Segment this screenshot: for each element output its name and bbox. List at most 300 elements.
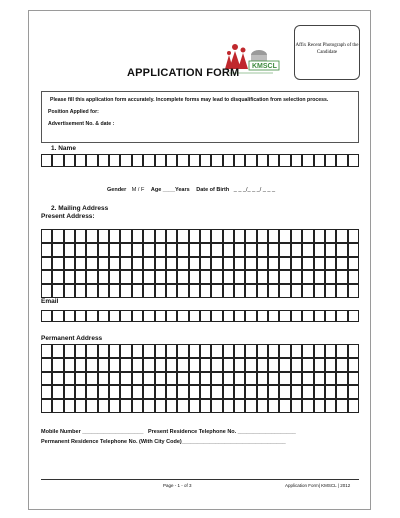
character-box[interactable] [120, 243, 131, 257]
character-box[interactable] [279, 257, 290, 271]
character-box[interactable] [64, 358, 75, 372]
character-box[interactable] [98, 358, 109, 372]
character-box[interactable] [268, 270, 279, 284]
character-box[interactable] [177, 154, 188, 167]
character-box[interactable] [234, 257, 245, 271]
character-box[interactable] [75, 385, 86, 399]
character-box[interactable] [189, 372, 200, 386]
character-box[interactable] [189, 310, 200, 322]
character-box[interactable] [86, 284, 97, 298]
character-box[interactable] [234, 229, 245, 243]
character-box[interactable] [41, 310, 52, 322]
character-box[interactable] [223, 385, 234, 399]
character-box[interactable] [86, 243, 97, 257]
character-box[interactable] [177, 358, 188, 372]
character-box[interactable] [211, 310, 222, 322]
character-box[interactable] [41, 385, 52, 399]
character-box[interactable] [41, 154, 52, 167]
character-box[interactable] [166, 243, 177, 257]
character-box[interactable] [302, 243, 313, 257]
character-box[interactable] [325, 372, 336, 386]
character-box[interactable] [75, 229, 86, 243]
character-box[interactable] [325, 284, 336, 298]
character-box[interactable] [223, 257, 234, 271]
character-box[interactable] [336, 385, 347, 399]
character-box[interactable] [189, 257, 200, 271]
character-box[interactable] [348, 229, 359, 243]
character-box[interactable] [177, 385, 188, 399]
character-box[interactable] [155, 154, 166, 167]
character-box[interactable] [166, 399, 177, 413]
character-box[interactable] [155, 344, 166, 358]
character-box[interactable] [348, 344, 359, 358]
character-box[interactable] [109, 154, 120, 167]
character-box[interactable] [155, 358, 166, 372]
character-box[interactable] [52, 399, 63, 413]
character-box[interactable] [177, 243, 188, 257]
character-box[interactable] [325, 154, 336, 167]
character-box[interactable] [52, 372, 63, 386]
character-box[interactable] [314, 310, 325, 322]
character-box[interactable] [52, 229, 63, 243]
character-box[interactable] [234, 372, 245, 386]
character-box[interactable] [98, 310, 109, 322]
character-box[interactable] [86, 344, 97, 358]
character-box[interactable] [155, 310, 166, 322]
character-box[interactable] [132, 358, 143, 372]
character-box[interactable] [211, 229, 222, 243]
character-box[interactable] [177, 270, 188, 284]
character-box[interactable] [291, 154, 302, 167]
character-box[interactable] [279, 399, 290, 413]
character-box[interactable] [325, 399, 336, 413]
character-box[interactable] [268, 372, 279, 386]
character-box[interactable] [64, 310, 75, 322]
character-box[interactable] [291, 229, 302, 243]
character-box[interactable] [291, 270, 302, 284]
character-box[interactable] [211, 154, 222, 167]
character-box[interactable] [257, 154, 268, 167]
character-box[interactable] [211, 358, 222, 372]
advertisement-field[interactable]: Advertisement No. & date : [48, 121, 115, 127]
character-box[interactable] [86, 310, 97, 322]
character-box[interactable] [325, 385, 336, 399]
character-box[interactable] [223, 372, 234, 386]
character-box[interactable] [177, 310, 188, 322]
character-box[interactable] [268, 385, 279, 399]
character-box[interactable] [245, 372, 256, 386]
character-box[interactable] [234, 243, 245, 257]
character-box[interactable] [86, 372, 97, 386]
character-box[interactable] [41, 257, 52, 271]
character-box[interactable] [75, 257, 86, 271]
character-box[interactable] [234, 284, 245, 298]
character-box[interactable] [211, 284, 222, 298]
character-box[interactable] [109, 310, 120, 322]
character-box[interactable] [268, 310, 279, 322]
character-box[interactable] [279, 358, 290, 372]
character-box[interactable] [75, 243, 86, 257]
character-box[interactable] [211, 270, 222, 284]
character-box[interactable] [98, 344, 109, 358]
character-box[interactable] [200, 399, 211, 413]
character-box[interactable] [86, 154, 97, 167]
character-box[interactable] [75, 154, 86, 167]
character-box[interactable] [41, 399, 52, 413]
character-box[interactable] [155, 385, 166, 399]
character-box[interactable] [348, 284, 359, 298]
character-box[interactable] [223, 399, 234, 413]
character-box[interactable] [98, 372, 109, 386]
character-box[interactable] [257, 284, 268, 298]
character-box[interactable] [177, 257, 188, 271]
character-box[interactable] [200, 154, 211, 167]
character-box[interactable] [314, 243, 325, 257]
character-box[interactable] [336, 284, 347, 298]
character-box[interactable] [109, 358, 120, 372]
character-box[interactable] [177, 399, 188, 413]
character-box[interactable] [177, 284, 188, 298]
character-box[interactable] [52, 270, 63, 284]
character-box[interactable] [245, 399, 256, 413]
character-box[interactable] [302, 385, 313, 399]
character-box[interactable] [52, 257, 63, 271]
character-box[interactable] [211, 399, 222, 413]
character-box[interactable] [98, 229, 109, 243]
character-box[interactable] [98, 270, 109, 284]
character-box[interactable] [234, 385, 245, 399]
character-box[interactable] [86, 399, 97, 413]
character-box[interactable] [98, 243, 109, 257]
character-box[interactable] [336, 243, 347, 257]
character-box[interactable] [314, 358, 325, 372]
character-box[interactable] [64, 372, 75, 386]
character-box[interactable] [109, 257, 120, 271]
character-box[interactable] [302, 344, 313, 358]
character-box[interactable] [189, 270, 200, 284]
character-box[interactable] [120, 399, 131, 413]
character-box[interactable] [314, 372, 325, 386]
character-box[interactable] [268, 344, 279, 358]
character-box[interactable] [234, 270, 245, 284]
character-box[interactable] [336, 344, 347, 358]
character-box[interactable] [200, 372, 211, 386]
character-box[interactable] [291, 284, 302, 298]
character-box[interactable] [41, 229, 52, 243]
character-box[interactable] [109, 344, 120, 358]
character-box[interactable] [143, 385, 154, 399]
character-box[interactable] [336, 310, 347, 322]
character-box[interactable] [314, 154, 325, 167]
character-box[interactable] [211, 344, 222, 358]
present-phone-field[interactable]: Present Residence Telephone No. ___________________ [147, 429, 296, 435]
character-box[interactable] [211, 257, 222, 271]
character-box[interactable] [245, 229, 256, 243]
character-box[interactable] [132, 310, 143, 322]
character-box[interactable] [109, 399, 120, 413]
character-box[interactable] [189, 243, 200, 257]
character-box[interactable] [143, 270, 154, 284]
character-box[interactable] [234, 154, 245, 167]
character-box[interactable] [302, 154, 313, 167]
character-box[interactable] [279, 344, 290, 358]
character-box[interactable] [211, 372, 222, 386]
character-box[interactable] [98, 154, 109, 167]
character-box[interactable] [177, 372, 188, 386]
character-box[interactable] [314, 270, 325, 284]
character-box[interactable] [166, 344, 177, 358]
character-box[interactable] [166, 358, 177, 372]
character-box[interactable] [189, 284, 200, 298]
character-box[interactable] [166, 310, 177, 322]
character-box[interactable] [155, 257, 166, 271]
character-box[interactable] [200, 344, 211, 358]
character-box[interactable] [86, 358, 97, 372]
character-box[interactable] [245, 243, 256, 257]
character-box[interactable] [314, 399, 325, 413]
character-box[interactable] [200, 229, 211, 243]
character-box[interactable] [302, 358, 313, 372]
name-input-grid[interactable] [41, 154, 359, 167]
character-box[interactable] [155, 372, 166, 386]
character-box[interactable] [166, 270, 177, 284]
character-box[interactable] [64, 257, 75, 271]
character-box[interactable] [291, 344, 302, 358]
character-box[interactable] [166, 372, 177, 386]
character-box[interactable] [223, 284, 234, 298]
character-box[interactable] [132, 399, 143, 413]
character-box[interactable] [245, 270, 256, 284]
character-box[interactable] [336, 154, 347, 167]
character-box[interactable] [314, 385, 325, 399]
character-box[interactable] [200, 385, 211, 399]
character-box[interactable] [143, 284, 154, 298]
character-box[interactable] [41, 270, 52, 284]
character-box[interactable] [155, 229, 166, 243]
character-box[interactable] [86, 270, 97, 284]
character-box[interactable] [64, 243, 75, 257]
character-box[interactable] [120, 284, 131, 298]
character-box[interactable] [41, 344, 52, 358]
character-box[interactable] [325, 229, 336, 243]
character-box[interactable] [234, 310, 245, 322]
character-box[interactable] [132, 243, 143, 257]
email-input-grid[interactable] [41, 310, 359, 322]
character-box[interactable] [325, 310, 336, 322]
character-box[interactable] [86, 257, 97, 271]
character-box[interactable] [109, 270, 120, 284]
character-box[interactable] [109, 229, 120, 243]
character-box[interactable] [279, 284, 290, 298]
character-box[interactable] [109, 284, 120, 298]
character-box[interactable] [257, 270, 268, 284]
character-box[interactable] [336, 229, 347, 243]
character-box[interactable] [64, 385, 75, 399]
character-box[interactable] [325, 270, 336, 284]
character-box[interactable] [143, 358, 154, 372]
character-box[interactable] [325, 257, 336, 271]
character-box[interactable] [86, 385, 97, 399]
character-box[interactable] [120, 358, 131, 372]
character-box[interactable] [257, 229, 268, 243]
character-box[interactable] [336, 358, 347, 372]
character-box[interactable] [279, 372, 290, 386]
character-box[interactable] [120, 310, 131, 322]
character-box[interactable] [268, 257, 279, 271]
character-box[interactable] [336, 257, 347, 271]
character-box[interactable] [120, 385, 131, 399]
permanent-address-grid[interactable] [41, 344, 359, 413]
character-box[interactable] [291, 257, 302, 271]
character-box[interactable] [325, 344, 336, 358]
character-box[interactable] [41, 284, 52, 298]
character-box[interactable] [291, 385, 302, 399]
character-box[interactable] [143, 344, 154, 358]
character-box[interactable] [348, 310, 359, 322]
character-box[interactable] [189, 154, 200, 167]
character-box[interactable] [132, 284, 143, 298]
character-box[interactable] [279, 310, 290, 322]
character-box[interactable] [325, 358, 336, 372]
character-box[interactable] [75, 358, 86, 372]
character-box[interactable] [257, 399, 268, 413]
character-box[interactable] [302, 372, 313, 386]
dob-field[interactable]: _ _ _/_ _ _/ _ _ _ [233, 187, 276, 193]
character-box[interactable] [64, 154, 75, 167]
character-box[interactable] [223, 270, 234, 284]
character-box[interactable] [279, 154, 290, 167]
character-box[interactable] [302, 310, 313, 322]
character-box[interactable] [177, 344, 188, 358]
character-box[interactable] [291, 243, 302, 257]
character-box[interactable] [64, 270, 75, 284]
character-box[interactable] [348, 154, 359, 167]
character-box[interactable] [268, 399, 279, 413]
character-box[interactable] [279, 243, 290, 257]
character-box[interactable] [279, 385, 290, 399]
character-box[interactable] [336, 399, 347, 413]
character-box[interactable] [302, 229, 313, 243]
character-box[interactable] [200, 257, 211, 271]
character-box[interactable] [189, 229, 200, 243]
character-box[interactable] [98, 385, 109, 399]
character-box[interactable] [314, 284, 325, 298]
character-box[interactable] [189, 344, 200, 358]
character-box[interactable] [302, 257, 313, 271]
character-box[interactable] [211, 243, 222, 257]
character-box[interactable] [268, 154, 279, 167]
character-box[interactable] [200, 358, 211, 372]
character-box[interactable] [41, 372, 52, 386]
character-box[interactable] [257, 344, 268, 358]
character-box[interactable] [257, 385, 268, 399]
character-box[interactable] [268, 243, 279, 257]
character-box[interactable] [189, 358, 200, 372]
character-box[interactable] [189, 399, 200, 413]
character-box[interactable] [268, 284, 279, 298]
character-box[interactable] [132, 154, 143, 167]
character-box[interactable] [279, 229, 290, 243]
character-box[interactable] [166, 284, 177, 298]
character-box[interactable] [291, 358, 302, 372]
character-box[interactable] [41, 358, 52, 372]
character-box[interactable] [75, 310, 86, 322]
character-box[interactable] [143, 154, 154, 167]
character-box[interactable] [279, 270, 290, 284]
character-box[interactable] [120, 344, 131, 358]
character-box[interactable] [143, 399, 154, 413]
character-box[interactable] [120, 229, 131, 243]
character-box[interactable] [234, 358, 245, 372]
character-box[interactable] [245, 284, 256, 298]
character-box[interactable] [336, 270, 347, 284]
character-box[interactable] [52, 310, 63, 322]
character-box[interactable] [52, 344, 63, 358]
character-box[interactable] [223, 310, 234, 322]
character-box[interactable] [302, 399, 313, 413]
position-applied-field[interactable]: Position Applied for: [48, 109, 99, 115]
character-box[interactable] [348, 385, 359, 399]
character-box[interactable] [64, 229, 75, 243]
character-box[interactable] [86, 229, 97, 243]
character-box[interactable] [314, 229, 325, 243]
character-box[interactable] [64, 399, 75, 413]
character-box[interactable] [132, 270, 143, 284]
character-box[interactable] [257, 310, 268, 322]
character-box[interactable] [223, 243, 234, 257]
character-box[interactable] [200, 270, 211, 284]
character-box[interactable] [155, 284, 166, 298]
character-box[interactable] [98, 284, 109, 298]
character-box[interactable] [245, 310, 256, 322]
character-box[interactable] [155, 243, 166, 257]
character-box[interactable] [336, 372, 347, 386]
character-box[interactable] [120, 257, 131, 271]
permanent-phone-field[interactable]: Permanent Residence Telephone No. (With City Code)__________________________________ [41, 439, 286, 445]
character-box[interactable] [143, 372, 154, 386]
character-box[interactable] [64, 284, 75, 298]
character-box[interactable] [98, 257, 109, 271]
character-box[interactable] [314, 257, 325, 271]
character-box[interactable] [245, 385, 256, 399]
character-box[interactable] [75, 284, 86, 298]
character-box[interactable] [302, 270, 313, 284]
character-box[interactable] [166, 154, 177, 167]
character-box[interactable] [348, 372, 359, 386]
character-box[interactable] [223, 229, 234, 243]
character-box[interactable] [223, 154, 234, 167]
character-box[interactable] [257, 257, 268, 271]
photo-placeholder[interactable] [294, 25, 360, 80]
character-box[interactable] [120, 270, 131, 284]
character-box[interactable] [75, 270, 86, 284]
character-box[interactable] [166, 385, 177, 399]
character-box[interactable] [52, 385, 63, 399]
character-box[interactable] [120, 154, 131, 167]
character-box[interactable] [257, 358, 268, 372]
character-box[interactable] [109, 385, 120, 399]
mobile-number-field[interactable]: Mobile Number ____________________ [41, 429, 144, 435]
character-box[interactable] [223, 358, 234, 372]
character-box[interactable] [189, 385, 200, 399]
character-box[interactable] [75, 344, 86, 358]
character-box[interactable] [200, 310, 211, 322]
character-box[interactable] [348, 270, 359, 284]
character-box[interactable] [200, 284, 211, 298]
character-box[interactable] [348, 257, 359, 271]
character-box[interactable] [245, 154, 256, 167]
character-box[interactable] [166, 229, 177, 243]
